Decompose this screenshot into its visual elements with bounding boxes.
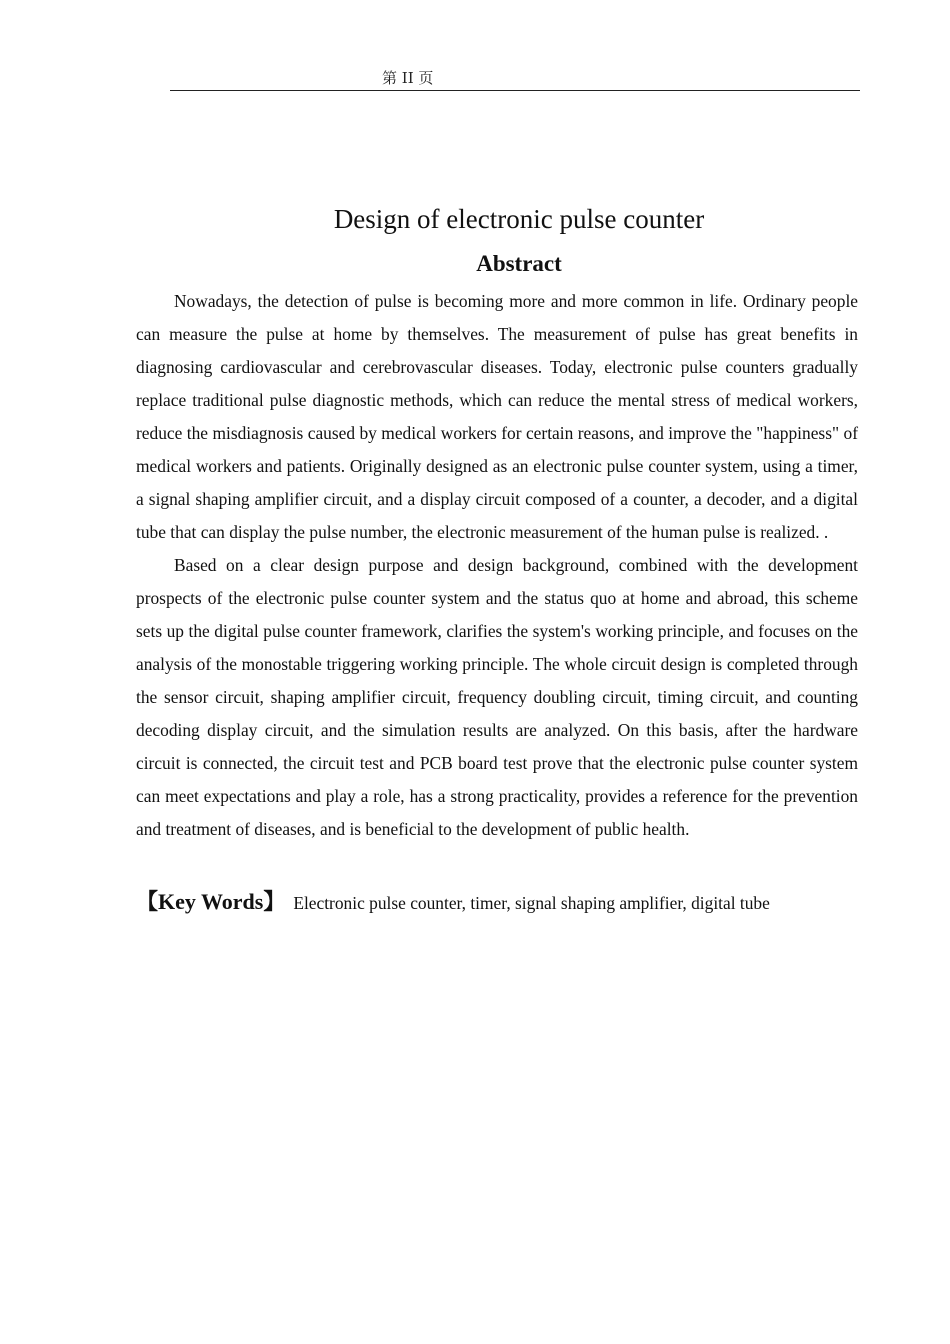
abstract-body [136, 285, 858, 846]
keywords-label: 【Key Words】 [136, 889, 286, 914]
abstract-heading: Abstract [476, 251, 562, 276]
abstract-paragraph: Nowadays, the detection of pulse is becoming more and more common in life. Ordinary people can measure the pulse at home by themselves. The measurement of pulse has great benefits in diagnosing cardiovascular and cerebrovascular diseases. Today, electronic pulse counters gradually replace traditional pulse diagnostic methods, which can reduce the mental stress of medical workers, reduce the misdiagnosis caused by medical workers for certain reasons, and improve the "happiness" of medical workers and patients. Originally designed as an electronic pulse counter system, using a timer, a signal shaping amplifier circuit, and a display circuit composed of a counter, a decoder, and a digital tube that can display the pulse number, the electronic measurement of the human pulse is realized. . [136, 291, 858, 542]
keywords-line [136, 889, 858, 916]
abstract-paragraph: Based on a clear design purpose and design background, combined with the development prospects of the electronic pulse counter system and the status quo at home and abroad, this scheme sets up the digital pulse counter framework, clarifies the system's working principle, and focuses on the analysis of the monostable triggering working principle. The whole circuit design is completed through the sensor circuit, shaping amplifier circuit, frequency doubling circuit, timing circuit, and counting decoding display circuit, and the simulation results are analyzed. On this basis, after the hardware circuit is connected, the circuit test and PCB board test prove that the electronic pulse counter system can meet expectations and play a role, has a strong practicality, provides a reference for the prevention and treatment of diseases, and is beneficial to the development of public health. [136, 555, 858, 839]
main-content [136, 197, 858, 916]
document-title: Design of electronic pulse counter [333, 204, 705, 234]
keywords-text: Electronic pulse counter, timer, signal shaping amplifier, digital tube [293, 893, 770, 913]
page-number: 第 II 页 [382, 69, 434, 87]
page-header [170, 68, 860, 91]
